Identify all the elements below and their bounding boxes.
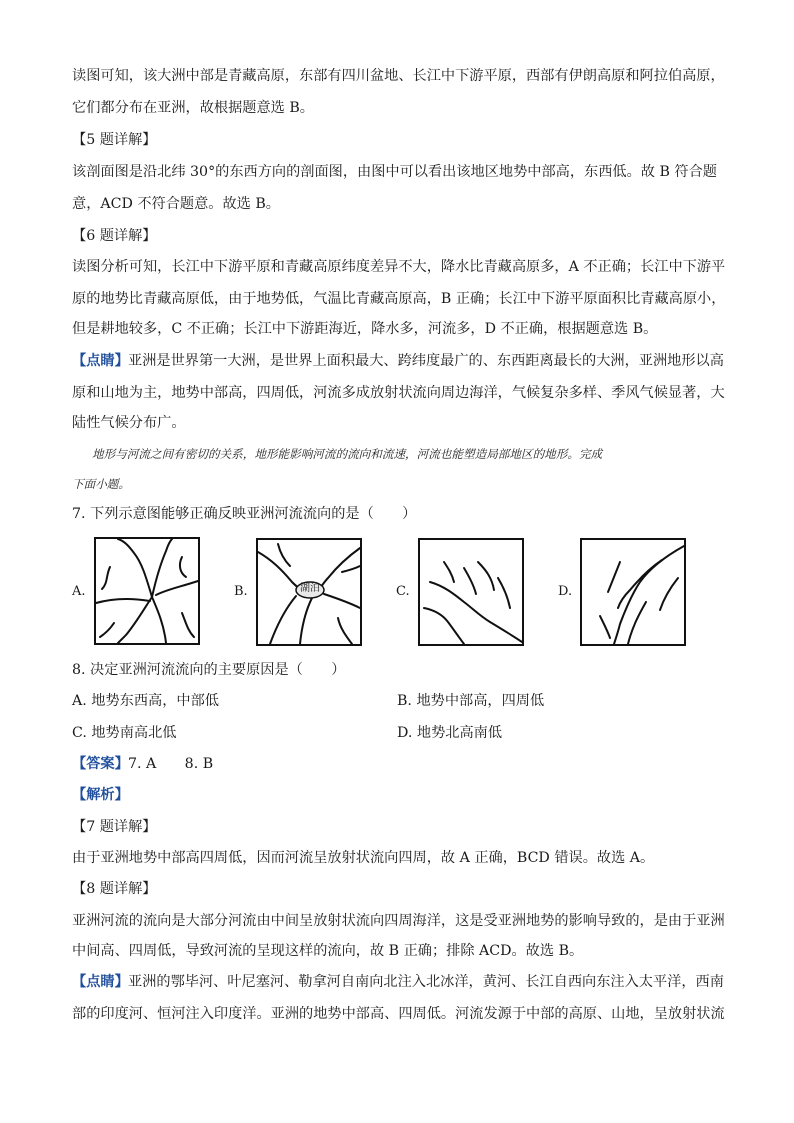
river-map-c	[418, 538, 524, 646]
river-map-a	[94, 537, 200, 645]
intro-line: 下面小题。	[72, 477, 130, 491]
text-line: 由于亚洲地势中部高四周低，因而河流呈放射状流向四周，故 A 正确，BCD 错误。故选 A。	[72, 850, 655, 866]
option-a: A. 地势东西高，中部低	[72, 693, 219, 709]
option-label-d: D.	[558, 584, 573, 599]
text-line: 陆性气候分布广。	[72, 415, 186, 431]
text-line: 亚洲是世界第一大洲，是世界上面积最大、跨纬度最广的、东西距离最长的大洲，亚洲地形以高	[128, 353, 724, 369]
text-line: 部的印度河、恒河注入印度洋。亚洲的地势中部高、四周低。河流发源于中部的高原、山地，呈放射状流	[72, 1006, 725, 1022]
section-header-q6: 【6 题详解】	[72, 228, 157, 244]
option-d: D. 地势北高南低	[397, 725, 503, 741]
text-line: 亚洲河流的流向是大部分河流由中间呈放射状流向四周海洋，这是受亚洲地势的影响导致的，是由于亚洲	[72, 913, 725, 929]
text-line: 原的地势比青藏高原低，由于地势低，气温比青藏高原高，B 正确；长江中下游平原面积比青藏高原小，	[72, 291, 726, 307]
option-label-c: C.	[396, 584, 410, 599]
text-line: 亚洲的鄂毕河、叶尼塞河、勒拿河自南向北注入北冰洋，黄河、长江自西向东注入太平洋，西南	[128, 974, 724, 990]
section-header-q5: 【5 题详解】	[72, 132, 157, 148]
dianjing-tag: 【点睛】	[72, 353, 129, 369]
text-line: 原和山地为主，地势中部高，四周低，河流多成放射状流向周边海洋，气候复杂多样、季风气候显著，大	[72, 385, 725, 401]
question-8-stem: 8. 决定亚洲河流流向的主要原因是（ ）	[72, 662, 346, 678]
option-c: C. 地势南高北低	[72, 725, 177, 741]
text-line: 中间高、四周低，导致河流的呈现这样的流向，故 B 正确；排除 ACD。故选 B。	[72, 943, 584, 959]
text-line: 读图可知，该大洲中部是青藏高原，东部有四川盆地、长江中下游平原，西部有伊朗高原和阿拉伯高原，	[72, 68, 725, 84]
analysis-tag: 【解析】	[72, 787, 129, 803]
text-line: 它们都分布在亚洲，故根据题意选 B。	[72, 100, 314, 116]
lake-label: 湖泊	[300, 583, 320, 594]
river-map-d	[580, 538, 686, 646]
text-line: 但是耕地较多，C 不正确；长江中下游距海近，降水多，河流多，D 不正确，根据题意选 B。	[72, 321, 658, 337]
answer-tag: 【答案】	[72, 756, 129, 772]
question-7-stem: 7. 下列示意图能够正确反映亚洲河流流向的是（ ）	[72, 506, 417, 522]
text-line: 读图分析可知，长江中下游平原和青藏高原纬度差异不大，降水比青藏高原多，A 不正确；长江中下游平	[72, 259, 726, 275]
section-header-q8: 【8 题详解】	[72, 881, 157, 897]
text-line: 该剖面图是沿北纬 30°的东西方向的剖面图，由图中可以看出该地区地势中部高，东西低。故 B 符合题	[72, 164, 717, 180]
dianjing-tag: 【点睛】	[72, 974, 129, 990]
option-label-b: B.	[234, 584, 248, 599]
intro-line: 地形与河流之间有密切的关系，地形能影响河流的流向和流速，河流也能塑造局部地区的地形。完成	[92, 447, 603, 461]
option-label-a: A.	[72, 584, 86, 599]
text-line: 意，ACD 不符合题意。故选 B。	[72, 196, 280, 212]
section-header-q7: 【7 题详解】	[72, 819, 157, 835]
answer-text: 7. A 8. B	[128, 756, 214, 772]
option-b: B. 地势中部高，四周低	[397, 693, 545, 709]
